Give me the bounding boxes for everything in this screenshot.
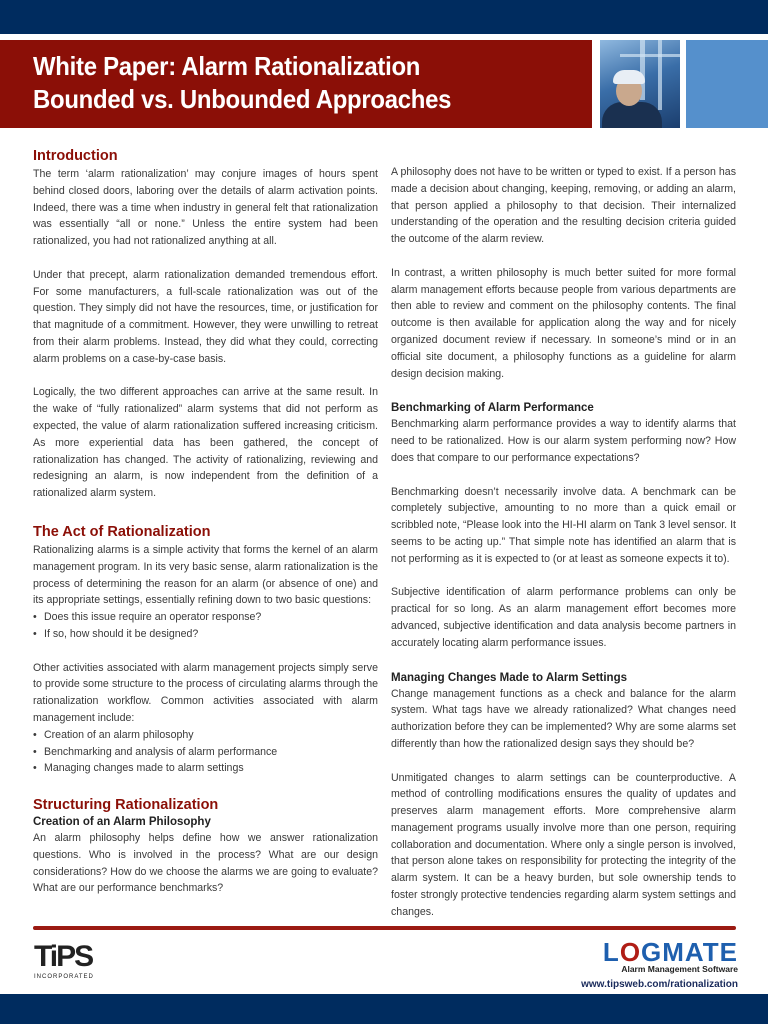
paragraph: An alarm philosophy helps define how we answer rationalization questions. Who is involved in the process? What are our design considerations? How do we choose the alarms we are going to evaluate? What are our performance benchmarks? xyxy=(33,832,378,895)
list-item: • Does this issue require an operator response? xyxy=(33,609,378,626)
right-column xyxy=(391,164,736,937)
left-column xyxy=(33,146,378,914)
paragraph: Logically, the two different approaches can arrive at the same result. In the wake of “fully rationalized” alarm systems that did not perform as expected, the value of alarm rationalization suffered increasing criticism. As more experiential data has been gathered, the concept of rationalization has changed. The activity of rationalizing, reviewing and redesigning an alarm, is now independent from the definition of a rationalized alarm system. xyxy=(33,386,378,500)
paragraph: Rationalizing alarms is a simple activity that forms the kernel of an alarm management program. In its very basic sense, alarm rationalization is the process of determining the reason for an alarm (or absence of one) and its appropriate settings, essentially refining down to two basic questions: xyxy=(33,543,378,607)
top-bar xyxy=(0,0,768,34)
list-item: • Benchmarking and analysis of alarm performance xyxy=(33,744,378,761)
paragraph: A philosophy does not have to be written or typed to exist. If a person has made a decision about changing, keeping, removing, or adding an alarm, that person applied a philosophy to that decision. Their internalized understanding of the operation and the resulting decision criteria guided the outcome of the alarm review. xyxy=(391,166,736,246)
managing-changes-subheading: Managing Changes Made to Alarm Settings xyxy=(391,671,627,684)
paragraph: Change management functions as a check and balance for the alarm system. What tags have we already rationalized? What changes need authorization before they can be implemented? Why are some alarms set differently than how the rationalized design says they should be? xyxy=(391,687,736,750)
footer-divider xyxy=(33,926,736,930)
bullet-list xyxy=(33,727,378,777)
accent-block xyxy=(686,40,768,128)
logmate-logo: LOGMATE Alarm Management Software www.tipsweb.com/rationalization xyxy=(581,937,738,990)
bottom-bar xyxy=(0,994,768,1024)
benchmarking-subheading: Benchmarking of Alarm Performance xyxy=(391,402,594,415)
tips-logo: TiPS INCORPORATED xyxy=(34,940,94,980)
paragraph: Benchmarking doesn’t necessarily involve data. A benchmark can be completely subjective, amounting to no more than a quick email or scribbled note, “Please look into the HI-HI alarm on Tank 3 level sensor. It seems to be acting up.” That simple note has identified an alarm that is not performing as it is expected to (or at least as someone expects it to). xyxy=(391,485,736,565)
paragraph: The term ‘alarm rationalization’ may conjure images of hours spent behind closed doors, laboring over the details of alarm activation points. Indeed, there was a time when industry in general felt that rationalization was essentially “all or none.” Unless the entire system had been rationalized, you had not rationalized anything at all. xyxy=(33,168,378,248)
website-link[interactable]: www.tipsweb.com/rationalization xyxy=(581,979,738,990)
list-item: • Creation of an alarm philosophy xyxy=(33,727,378,744)
paragraph: Under that precept, alarm rationalization demanded tremendous effort. For some manufacturers, a full-scale rationalization was out of the question. They simply did not have the resources, time, or justification for that magnitude of a commitment. However, they were unwilling to retreat from their alarm problems. Instead, they did what they could, correcting alarm problems on a case-by-case basis. xyxy=(33,268,378,365)
bullet-list xyxy=(33,609,378,643)
paragraph: Subjective identification of alarm performance problems can only be practical for so long. As an alarm management effort becomes more advanced, subjective identification and data analysis become partners in accurately locating alarm performance issues. xyxy=(391,586,736,649)
paragraph: In contrast, a written philosophy is much better suited for more formal alarm management efforts because people from various departments are then able to review and comment on the philosophy contents. The final outcome is then available for application along the way and for nicely organized document review if necessary. In someone’s mind or in an official site document, a philosophy functions as a guideline for alarm design decision making. xyxy=(391,266,736,380)
paragraph: Benchmarking alarm performance provides a way to identify alarms that need to be rationalized. How is our alarm system performing now? How does that compare to our performance expectations? xyxy=(391,418,736,464)
title-line-2: Bounded vs. Unbounded Approaches xyxy=(33,84,452,114)
logmate-tagline: Alarm Management Software xyxy=(621,964,738,974)
paragraph: Other activities associated with alarm management projects simply serve to provide some structure to the process of circulating alarms through the rationalization workflow. Common activities associated with alarm management include: xyxy=(33,661,378,724)
engineer-photo xyxy=(600,40,680,128)
list-item: • Managing changes made to alarm settings xyxy=(33,760,378,777)
introduction-heading: Introduction xyxy=(33,148,118,164)
title-line-1: White Paper: Alarm Rationalization xyxy=(33,51,421,81)
paragraph: Unmitigated changes to alarm settings can be counterproductive. A method of controlling modifications ensures the quality of updates and preserves alarm management efforts. More comprehensive alarm management programs usually involve more than one person, requiring collaboration and documentation. Where only a single person is involved, that person alone takes on responsibility for protecting the integrity of the alarm system. It can be a heavy burden, but sole ownership tends to foster strongly protective tendencies regarding alarm system settings and changes. xyxy=(391,771,736,918)
philosophy-subheading: Creation of an Alarm Philosophy xyxy=(33,816,211,829)
list-item: • If so, how should it be designed? xyxy=(33,626,378,643)
act-heading: The Act of Rationalization xyxy=(33,523,211,540)
title-banner xyxy=(0,40,592,128)
structuring-heading: Structuring Rationalization xyxy=(33,797,219,814)
